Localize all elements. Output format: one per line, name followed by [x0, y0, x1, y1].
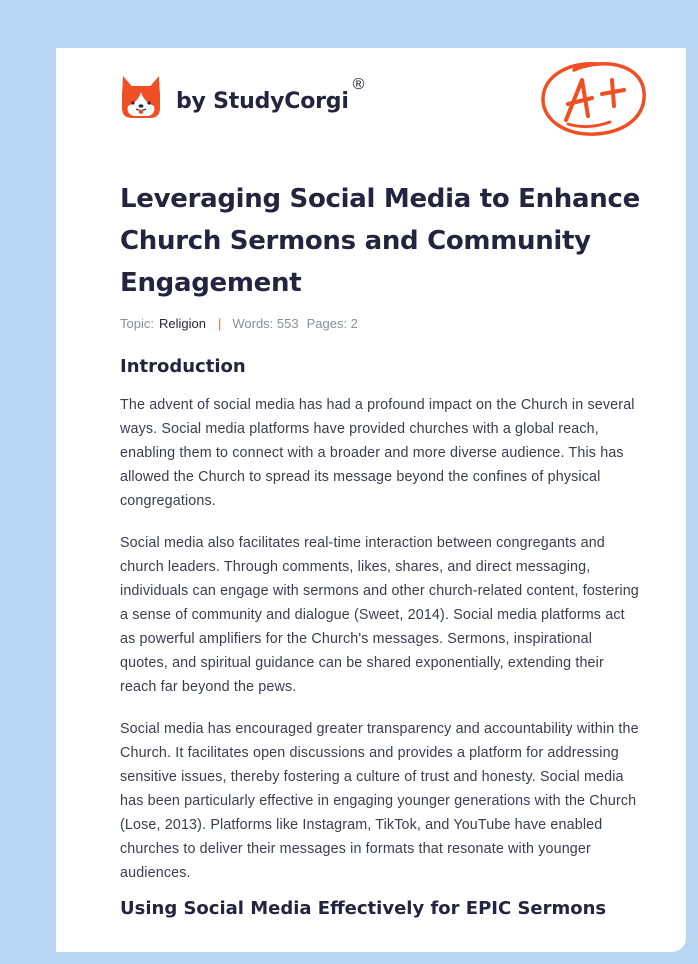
word-count: Words: 553	[232, 316, 299, 331]
page-title: Leveraging Social Media to Enhance Church Sermons and Community Engagement	[120, 184, 640, 298]
document-meta	[120, 316, 640, 331]
document-content	[120, 178, 640, 921]
paragraph: Social media also facilitates real-time interaction between congregants and church leaders. Through comments, likes, shares, and direct messaging, individuals can engage with sermons and other church-related content, fostering a sense of community and dialogue (Sweet, 2014). Social media platforms act as powerful amplifiers for the Church's messages. Sermons, inspirational quotes, and spiritual guidance can be shared exponentially, extending their reach far beyond the pews.	[120, 535, 639, 695]
section-heading-introduction: Introduction	[120, 356, 246, 377]
header	[56, 48, 686, 158]
meta-separator: |	[217, 316, 222, 331]
document-card	[56, 48, 686, 952]
topic-label: Topic:	[120, 316, 154, 331]
brand-name: by StudyCorgi	[176, 88, 349, 114]
corgi-icon	[120, 74, 162, 120]
paragraph: The advent of social media has had a profound impact on the Church in several ways. Social media platforms have provided churches with a global reach, enabling them to connect with a broader and more diverse audience. This has allowed the Church to spread its message beyond the confines of physical congregations.	[120, 397, 635, 509]
topic-link[interactable]: Religion	[158, 316, 206, 331]
studycorgi-logo[interactable]	[120, 74, 364, 120]
page-count: Pages: 2	[306, 316, 358, 331]
section-heading-using-social-media: Using Social Media Effectively for EPIC Sermons	[120, 898, 607, 919]
a-plus-grade-icon	[538, 58, 650, 140]
registered-mark: ®	[352, 76, 365, 93]
paragraph: Social media has encouraged greater transparency and accountability within the Church. It facilitates open discussions and provides a platform for addressing sensitive issues, thereby fostering a culture of trust and honesty. Social media has been particularly effective in engaging younger generations with the Church (Lose, 2013). Platforms like Instagram, TikTok, and YouTube have enabled churches to deliver their messages in formats that resonate with younger audiences.	[120, 721, 639, 881]
